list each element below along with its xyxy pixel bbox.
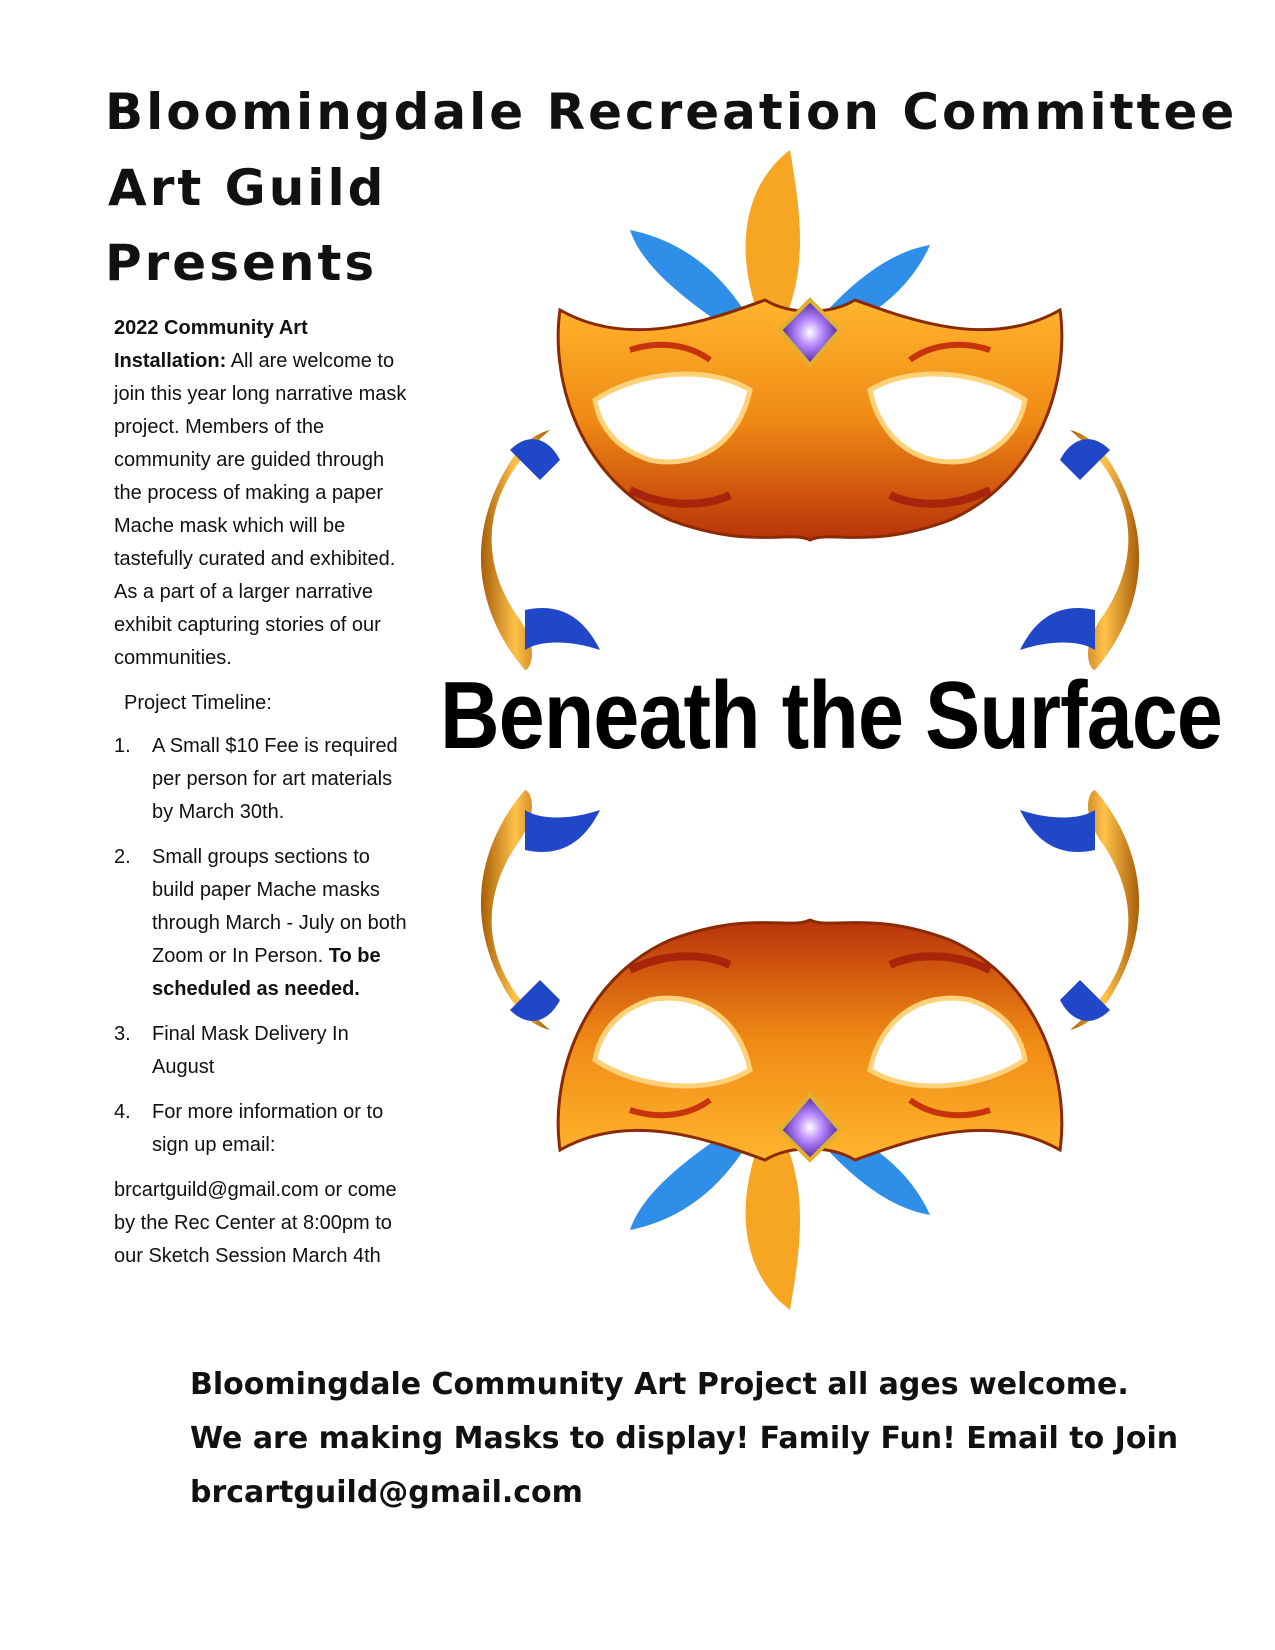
timeline-item-text: Small groups sections to build paper Mache masks through March - July on both Zoom or In Person. <box>152 846 407 967</box>
footer-callout <box>190 1358 1190 1520</box>
footer-line-1: Bloomingdale Community Art Project all ages welcome. <box>190 1367 1129 1402</box>
timeline-item-text: A Small $10 Fee is required per person for art materials by March 30th. <box>152 735 398 823</box>
intro-body: All are welcome to join this year long narrative mask project. Members of the community are guided through the process of making a paper Mache mask which will be tastefully curated and exhibited. As a part of a larger narrative exhibit capturing stories of our communities. <box>114 350 407 669</box>
timeline-item <box>114 1018 414 1084</box>
contact-paragraph: brcartguild@gmail.com or come by the Rec Center at 8:00pm to our Sketch Session March 4th <box>114 1179 397 1267</box>
timeline-item <box>114 841 414 1006</box>
timeline-item-bold: To be scheduled as needed. <box>152 945 381 1000</box>
intro-lead: 2022 Community Art Installation: <box>114 317 308 372</box>
header-line-3: Presents <box>105 234 378 292</box>
timeline-item-text: Final Mask Delivery In August <box>152 1023 349 1078</box>
description-column <box>114 312 414 1273</box>
header-line-1: Bloomingdale Recreation Committee <box>105 83 1238 141</box>
footer-line-2: We are making Masks to display! Family Fun! Email to Join <box>190 1421 1179 1456</box>
timeline-item-text: For more information or to sign up email: <box>152 1101 384 1156</box>
timeline-item-number: 1. <box>114 735 131 757</box>
timeline-item <box>114 1096 414 1162</box>
header-line-2: Art Guild <box>108 159 387 217</box>
timeline-item-number: 2. <box>114 846 131 868</box>
event-title: Beneath the Surface <box>440 662 1222 769</box>
timeline-item-number: 3. <box>114 1023 131 1045</box>
timeline-list <box>114 730 414 1162</box>
intro-paragraph <box>114 312 414 675</box>
footer-email: brcartguild@gmail.com <box>190 1475 583 1510</box>
timeline-label: Project Timeline: <box>124 692 272 714</box>
timeline-item <box>114 730 414 829</box>
timeline-item-number: 4. <box>114 1101 131 1123</box>
